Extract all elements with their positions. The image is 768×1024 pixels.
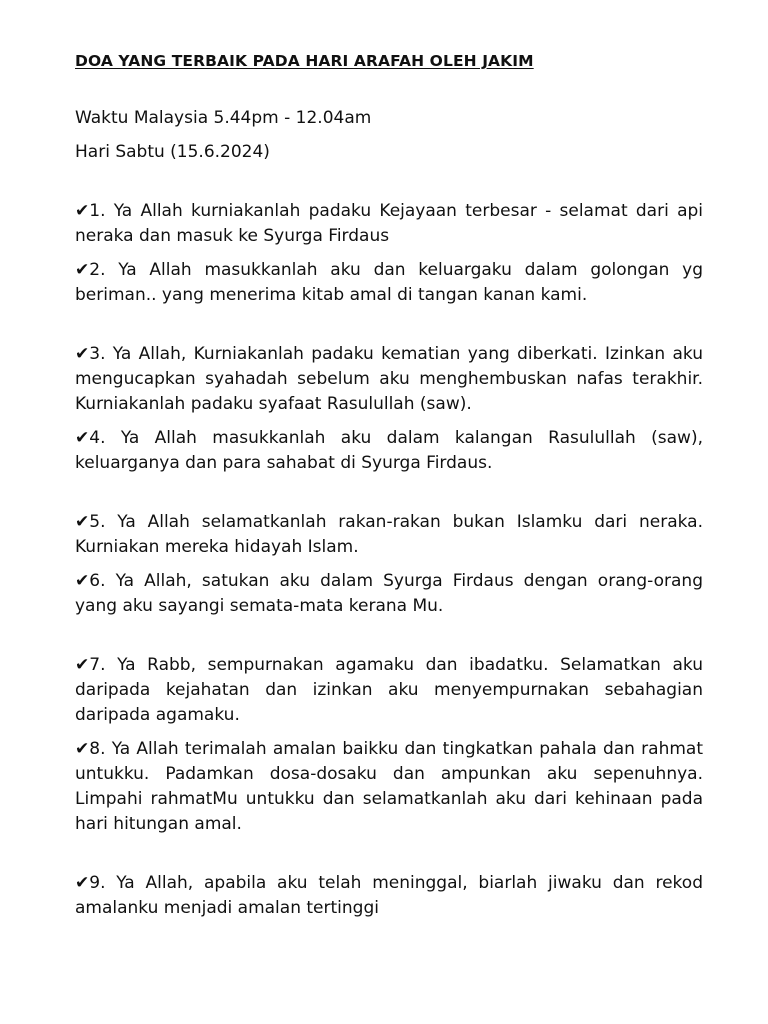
check-icon: ✔ xyxy=(75,260,90,280)
prayer-text: 8. Ya Allah terimalah amalan baikku dan tingkatkan pahala dan rahmat untukku. Padamkan dosa-dosaku dan ampunkan aku sepenuhnya. Limpahi rahmatMu untukku dan selamatkanlah aku dari kehinaan pada hari hitungan amal. xyxy=(75,739,703,834)
prayer-item-2 xyxy=(75,258,703,308)
prayer-text: 2. Ya Allah masukkanlah aku dan keluargaku dalam golongan yg beriman.. yang menerima kitab amal di tangan kanan kami. xyxy=(75,260,703,305)
prayer-text: 5. Ya Allah selamatkanlah rakan-rakan bukan Islamku dari neraka. Kurniakan mereka hidayah Islam. xyxy=(75,512,703,557)
document-page xyxy=(75,48,703,921)
prayer-item-9 xyxy=(75,871,703,921)
check-icon: ✔ xyxy=(75,739,90,759)
prayer-item-7 xyxy=(75,653,703,728)
prayer-text: 6. Ya Allah, satukan aku dalam Syurga Firdaus dengan orang-orang yang aku sayangi semata-mata kerana Mu. xyxy=(75,571,703,616)
prayer-item-8 xyxy=(75,737,703,837)
check-icon: ✔ xyxy=(75,873,90,893)
prayer-item-3 xyxy=(75,342,703,417)
prayer-text: 3. Ya Allah, Kurniakanlah padaku kematian yang diberkati. Izinkan aku mengucapkan syahadah sebelum aku menghembuskan nafas terakhir. Kurniakanlah padaku syafaat Rasulullah (saw). xyxy=(75,344,703,414)
check-icon: ✔ xyxy=(75,428,90,448)
document-title: DOA YANG TERBAIK PADA HARI ARAFAH OLEH JAKIM xyxy=(75,52,534,70)
date-line: Hari Sabtu (15.6.2024) xyxy=(75,142,270,162)
prayer-item-5 xyxy=(75,510,703,560)
check-icon: ✔ xyxy=(75,344,90,364)
check-icon: ✔ xyxy=(75,201,90,221)
time-line: Waktu Malaysia 5.44pm - 12.04am xyxy=(75,108,372,128)
prayer-text: 1. Ya Allah kurniakanlah padaku Kejayaan terbesar - selamat dari api neraka dan masuk ke Syurga Firdaus xyxy=(75,201,703,246)
prayer-text: 4. Ya Allah masukkanlah aku dalam kalangan Rasulullah (saw), keluarganya dan para sahabat di Syurga Firdaus. xyxy=(75,428,703,473)
prayer-text: 7. Ya Rabb, sempurnakan agamaku dan ibadatku. Selamatkan aku daripada kejahatan dan izinkan aku menyempurnakan sebahagian daripada agamaku. xyxy=(75,655,703,725)
check-icon: ✔ xyxy=(75,512,90,532)
prayer-list xyxy=(75,199,703,921)
prayer-item-4 xyxy=(75,426,703,476)
prayer-text: 9. Ya Allah, apabila aku telah meninggal, biarlah jiwaku dan rekod amalanku menjadi amalan tertinggi xyxy=(75,873,703,918)
prayer-item-1 xyxy=(75,199,703,249)
check-icon: ✔ xyxy=(75,571,90,591)
check-icon: ✔ xyxy=(75,655,90,675)
prayer-item-6 xyxy=(75,569,703,619)
